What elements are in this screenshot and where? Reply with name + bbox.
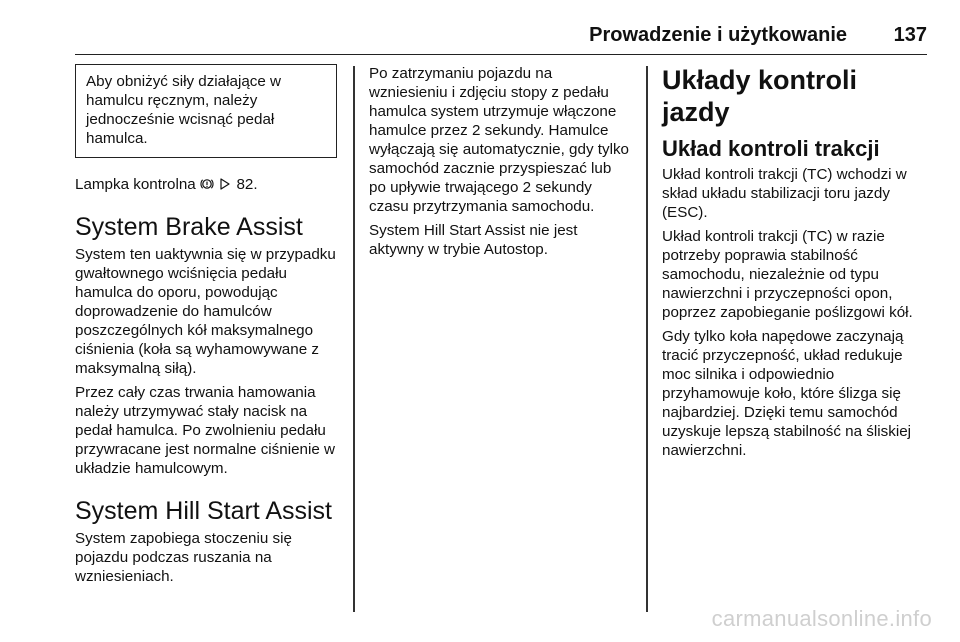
hill-start-assist-paragraph-1: System zapobiega stoczeniu się pojazdu podczas ruszania na wzniesieniach. [75,530,292,585]
traction-control-paragraph-3: Gdy tylko koła napędowe zaczynają tracić przyczepność, układ redukuje moc silnika i odpowiednio przyhamowuje koło, które ślizga się najbardziej. Dzięki temu samochód uzyskuje lepszą stabilność na śliskiej nawierzchni. [662,328,912,459]
column-divider-1 [353,66,355,612]
note-text: Aby obniżyć siły działające w hamulcu ręcznym, należy jednocześnie wcisnąć pedał hamulca. [86,73,281,147]
lamp-page-ref: 82. [236,176,258,193]
section-heading-hill-start-assist: System Hill Start Assist [75,497,332,525]
column-right [662,64,928,465]
chapter-title: Prowadzenie i użytkowanie [589,24,847,46]
brake-assist-paragraph-1: System ten uaktywnia się w przypadku gwałtownego wciśnięcia pedału hamulca do oporu, powodując doprowadzenie do hamulców poszczególnych kół maksymalnego ciśnienia (koła są wyhamowywane z maksymalną siłą). [75,246,336,377]
hill-start-assist-paragraph-2: Po zatrzymaniu pojazdu na wzniesieniu i zdjęciu stopy z pedału hamulca system utrzymuje włączone hamulce przez 2 sekundy. Hamulce wyłączają się automatycznie, gdy tylko samochód zacznie przyspieszać lub po upływie trwającego 2 sekundy czasu przytrzymania samochodu. [369,65,629,215]
chapter-heading-driving-control-systems: Układy kontroli jazdy [662,65,858,127]
traction-control-paragraph-1: Układ kontroli trakcji (TC) wchodzi w skład układu stabilizacji toru jazdy (ESC). [662,166,907,221]
note-box [75,64,337,158]
parking-brake-warning-icon [200,177,214,191]
column-middle [369,64,632,264]
spacer [75,199,337,212]
watermark: carmanualsonline.info [711,606,932,631]
hill-start-assist-paragraph-3: System Hill Start Assist nie jest aktywny w trybie Autostop. [369,222,578,258]
page-number: 137 [893,24,927,46]
reference-arrow-icon [218,177,232,191]
section-heading-traction-control: Układ kontroli trakcji [662,136,880,161]
column-left [75,64,337,591]
spacer [75,483,337,496]
column-divider-2 [646,66,648,612]
section-heading-brake-assist: System Brake Assist [75,213,303,241]
lamp-reference [75,175,337,194]
traction-control-paragraph-2: Układ kontroli trakcji (TC) w razie potrzeby poprawia stabilność samochodu, niezależnie od typu nawierzchni i przyczepności opon, poprzez zapobieganie poślizgowi kół. [662,228,913,321]
page-header [75,22,927,55]
brake-assist-paragraph-2: Przez cały czas trwania hamowania należy utrzymywać stały nacisk na pedał hamulca. Po zwolnieniu pedału przywracane jest normalne ciśnienie w układzie hamulcowym. [75,384,335,477]
lamp-prefix: Lampka kontrolna [75,176,196,193]
